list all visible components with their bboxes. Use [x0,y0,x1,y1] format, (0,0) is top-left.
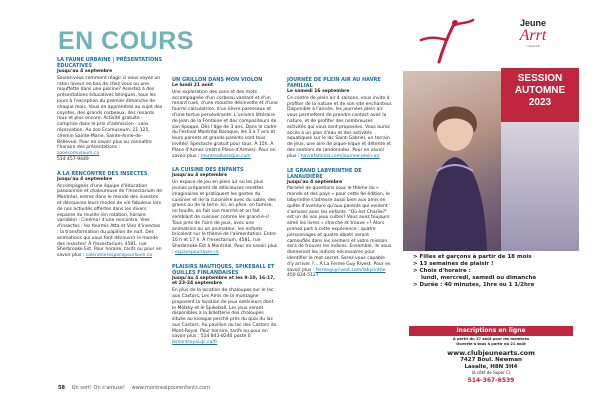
ad-logo [493,18,573,48]
logo-location: LASALLE [526,44,540,48]
gymnast-logo-icon [409,18,479,66]
event-date: Jusqu'au 4 septembre [57,176,113,182]
event-link[interactable]: lemontroyal.qc.ca/fr [172,340,218,346]
event-heading: UN GRILLON DANS MON VIOLON [172,77,263,83]
page-title: EN COURS [58,27,194,55]
event-date: Jusqu'au 4 septembre [57,69,113,74]
event-description: Accompagnés d'une équipe d'éducation passionnée et chaleureuse de l'Insectarium de Montréal, entrez dans le monde des insectes et découvrez leurs modes de vie fabuleux lors de nos activités offertes dans les divers espaces du musée (en rotation, horaire variable) : Cinéma! d'une rencontre, Vies d'insectes : les fourmis Atta et Vies d'insectes : la transformation du papillon de nuit. Des animations qui vous font découvrir le monde des insectes! À l'Insectarium, 4581, rue Sherbrooke Est. Pour horaire, tarifs ou pour en savoir plus : calendrierespacepourlavie.ca [57,183,163,259]
page-number: 58 [58,385,65,391]
session-banner [501,68,579,122]
gymnast-photo [403,71,501,251]
event-phone: 450 834-5127 [287,273,319,279]
session-line-1: SESSION [517,73,563,84]
event-link[interactable]: fermeguyrivest.com/labyrinthe [315,267,386,273]
ad-phone[interactable]: 514-367-6539 [467,377,515,384]
event-cuisine-enfants [172,167,278,255]
event-heading: LA FAUNE URBAINE | PRÉSENTATIONS ÉDUCATIVES [57,57,163,69]
ad-detail-item: > Choix d'horaire : [413,268,471,274]
address-line-1: 7427 Boul. Newman [460,357,522,363]
inscriptions-members-date: À partir du 17 août pour les membres [452,337,530,341]
event-heading: À LA RENCONTRE DES INSECTES [57,170,148,177]
event-havre-familial [287,77,393,160]
event-plaisirs-nautiques [172,264,278,347]
event-grand-labyrinthe [287,168,393,280]
column-2 [172,77,278,347]
girl-silhouette-icon [403,71,501,251]
event-description: Paramé de questions sous le thème du « monde et des pays » pour cette 9e édition, le labyrinthe s'adresse aussi bien aux amis en quête d'aventure qu'aux parents qui veulent s'amuser avec les enfants. "Où est Charlie?" est un de vos jeux cultes? Vous avez toujours aimé les livres « cherche et trouve »? Alors prenez part à cette expérience : quatre personnages et quatre objets seront camouflés dans les sentiers et votre mission sera de trouver les indices. Ensemble, ils vous donneront les indices nécessaires pour identifier le mot secret. Serez-vous capable d'y arriver ?... À La Ferme Guy Rivest. Pour en savoir plus : fermeguyrivest.com/labyrinthe 450 834-5127 [287,186,392,279]
event-description: Un espace de jeu en plein air où les plus jeunes préparent de délicieuses recettes imaginaires et pratiquent les gestes du cuisinier et de la cuisinière avec du sable, des grains ou de la terre. Ici, on pèse, on tamise, on touille, on fait son marché et on fait semblant de cuisiner comme les grand·e·s! Tous près de l'aire de jeux, avec une animatrice ou un animateur, les enfants bricolent sur le thème de l'alimentation. Entre 10 h et 17 h. À l'Insectarium, 4581, rue Sherbrooke Est à Montréal. Pour en savoir plus : espacepourlavie.ca [172,180,278,255]
event-description: Une exploration des sons et des mots accompagnée d'un corbeau vantard et d'un renard rusé, d'une mouche désinvolte et d'une fourmi calculatrice, d'un lièvre paresseux et d'une tortue persévérante. L'univers littéraire de Jean de la Fontaine et des compositeurs de son époque. Dès l'âge de 3 ans. Dans le cadre du Festival Montréal Baroque, les 3 à 7 ans et leurs parents et grands-parents sont tous invités! Spectacle gratuit pour tous. À 15h. À Place d'Armes (métro Place-d'Armes). Pour en savoir plus : montrealbaroque.com [172,89,278,159]
ad-details [403,254,579,289]
inscriptions-banner[interactable]: Inscriptions en ligne [409,326,573,336]
ad-header [403,16,579,71]
address-line-2: Lasalle, H8N 3H4 [464,363,518,370]
event-description: Saviez-vous comment réagir si vous voyez un raton laveur en bas de chez vous ou une mouffette dans une piscine? Assistez à des présentations éducatives bilingues, tous les jours à l'exception du premier dimanche de chaque mois. Vous en apprendrez au sujet des coyotes, des grands corbeaux, des renards roux et plus encore. Activité gratuite – comprise dans le prix d'admission - sans réservation. Au zoo Ecomuseum, 21 125, chemin Sainte-Marie, Sainte-Anne-de-Bellevue. Pour en savoir plus ou connaître l'horaire des présentations : zooecomuseum.ca 514 457-9449 [57,75,163,162]
logo-brand: Arrt [519,27,547,44]
event-link[interactable]: calendrierespacepourlavie.ca [85,253,152,259]
ad-detail-item: lundi, mercredi, samedi ou dimanche [421,275,537,281]
event-faune-urbaine [57,57,163,163]
logo-jeune: Jeune [519,18,546,28]
event-date: Le lundi 21 août [172,83,214,88]
ad-detail-item: > Filles et garçons à partir de 18 mois [413,254,532,260]
event-description: En plus de la location de chaloupes sur le lac aux Castors, Les Amis de la montagne proposent la location de jeux extérieurs dont le Mölkky et le Spikeball. Les jeux seront disponibles à la billetterie des chaloupes située au kiosque perché près du quai du lac aux Castors. Au pavillon du lac des Castors du Mont-Royal. Pour horaire, tarifs ou pour en savoir plus : 514 843-8240 poste 0 lemontroyal.qc.ca/fr [172,288,277,346]
ad-detail-item: > 13 semaines de plaisir ! [413,261,494,267]
event-link[interactable]: zooecomuseum.ca [57,151,100,157]
event-heading: JOURNÉE DE PLEIN AIR AU HAVRE FAMILIAL [287,77,381,89]
event-link[interactable]: montrealbaroque.com [200,153,251,159]
gym-background-photo [501,122,579,251]
footer-url[interactable]: www.montrealpourenfants.com [131,385,210,391]
ad-detail-item: > Durée : 40 minutes, 1hre ou 1 1/2hre [413,282,535,288]
event-date: Jusqu'au 4 septembre et les 9-10, 16-17, et 23-24 septembre [172,275,276,287]
event-date: Jusqu'au 4 septembre [172,173,228,179]
magazine-name: On sort! On s'amuse! [71,385,125,391]
event-date: Jusqu'au 4 septembre [287,179,343,185]
ad-website[interactable]: www.clubjeunearts.com [447,349,535,357]
address-line-3: (à côté de Super C) [471,370,511,376]
event-link[interactable]: espacepourlavie.ca [174,249,219,255]
inscriptions-public-date: Ouverte à tous à partir du 21 août [456,342,526,346]
event-date: Le samedi 16 septembre [287,89,350,94]
advertisement-jeune-arrt[interactable] [403,16,579,384]
event-rencontre-insectes [57,171,163,259]
session-line-2: AUTOMNE [514,85,566,96]
ad-address [403,357,579,377]
session-line-3: 2023 [528,97,552,108]
event-heading: LA CUISINE DES ENFANTS [172,167,244,174]
inscriptions-dates [409,337,573,347]
column-3 [287,77,393,280]
column-1 [57,57,163,260]
event-link[interactable]: havrefamilial.com/journee-plein-air [300,153,380,159]
event-description: Ce centre de plein air 4 saisons, vous invite à profiter de la nature et de son site enchanteur. Disponible à l'année, les journées plein air vous permettent de prendre contact avec la nature, et de profiter des nombreuses activités qui vous sont proposées. Vous aurez accès à un plan d'eau et des activités aquatiques sur le lac Saint-Gabriel, un terrain de jeux, une aire de pique-nique et détente et des sentiers de randonnées. Pour en savoir plus : havrefamilial.com/journee-plein-air [287,95,393,159]
event-grillon-violon [172,77,278,159]
page-footer [58,385,215,391]
event-heading: LE GRAND LABYRINTHE DE LANAUDIÈRE [287,167,362,180]
event-phone: 514 457-9449 [57,156,89,162]
event-heading: PLAISIRS NAUTIQUES, SPIKEBALL ET QUILLES FINLANDAISES [172,263,275,276]
